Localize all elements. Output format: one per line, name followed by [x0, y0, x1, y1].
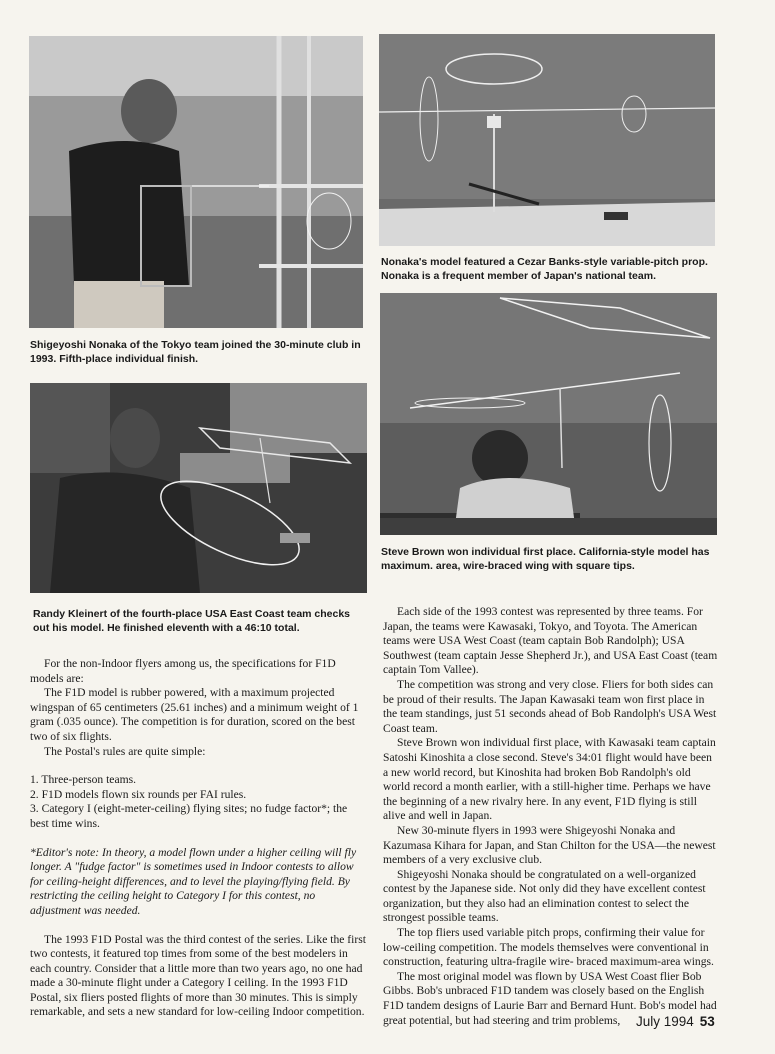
spacer: [30, 832, 368, 846]
paragraph-postal-history: The 1993 F1D Postal was the third contest of the series. Like the first two contests, it featured top times from some of the best modelers in each country. Consider that a little more than two years ago, no one had made a 30-minute flight under a Category I ceiling. In the 1993 F1D Postal, six fliers posted flights of more than 30 minutes. This is simply remarkable, and sets a new standard for low-ceiling Indoor competition.: [30, 932, 366, 1019]
paragraph-steve-brown: Steve Brown won individual first place, with Kawasaki team captain Satoshi Kinoshita a close second. Steve's 34:01 flight would have been a new world record, but Kinoshita had broken Bob Randolph's old world record a month earlier, with a still-higher time. Perhaps we have the beginning of a new rivalry here. In any event, F1D flying is still alive and well in Japan.: [383, 736, 716, 823]
paragraph-original-model: The most original model was flown by USA West Coast flier Bob Gibbs. Bob's unbraced F1D tandem was closely based on the English F1D tandem designs of Laurie Barr and Bernard Hunt. Bob's model had great potential, but had steering and trim problems,: [383, 969, 717, 1027]
left-text-column: [30, 657, 368, 1020]
photo-nonaka-standing: [29, 36, 363, 328]
paragraph-postal-rules: The Postal's rules are quite simple:: [44, 744, 206, 758]
page-number: 53: [699, 1014, 715, 1029]
paragraph-teams: Each side of the 1993 contest was represented by three teams. For Japan, the teams were Kawasaki, Tokyo, and Toyota. The American teams were USA West Coast (team captain Bob Randolph); USA Southwest (team captain Jesse Shepherd Jr.), and USA East Coast (team captain Tom Vallee).: [383, 605, 718, 677]
list-item: 3. Category I (eight-meter-ceiling) flying sites; no fudge factor*; the best time wins.: [30, 802, 348, 830]
caption-kleinert: Randy Kleinert of the fourth-place USA East Coast team checks out his model. He finished eleventh with a 46:10 total.: [33, 608, 351, 634]
paragraph-competition: The competition was strong and very close. Fliers for both sides can be proud of their results. The Japan Kawasaki team won first place in the team standings, just 51 seconds ahead of Bob Randolph's USA West Coast team.: [383, 677, 717, 735]
paragraph-new-flyers: New 30-minute flyers in 1993 were Shigeyoshi Nonaka and Kazumasa Kihara for Japan, and Stan Chilton for the USA—the newest members of a very exclusive club.: [383, 823, 716, 867]
paragraph-organization: Shigeyoshi Nonaka should be congratulated on a well-organized contest by the Japanese side. Not only did they have excellent contest organization, but they also had an elimination contest to select the strongest possible teams.: [383, 867, 706, 925]
caption-steve-brown: Steve Brown won individual first place. California-style model has maximum. area, wire-braced wing with square tips.: [381, 546, 710, 572]
right-text-column: [383, 605, 719, 1028]
photo-nonaka-model: [379, 34, 715, 246]
page-footer: [636, 1014, 715, 1029]
list-item: 2. F1D models flown six rounds per FAI rules.: [30, 787, 247, 801]
list-item: 1. Three-person teams.: [30, 773, 137, 787]
issue-date: July 1994: [636, 1014, 694, 1029]
paragraph-variable-pitch: The top fliers used variable pitch props, confirming their value for low-ceiling competition. The models themselves were conventional in construction, featuring ultra-fragile wire- braced maximum-area wings.: [383, 926, 714, 969]
paragraph-specs-intro: For the non-Indoor flyers among us, the specifications for F1D models are:: [30, 657, 336, 685]
paragraph-f1d-specs: The F1D model is rubber powered, with a maximum projected wingspan of 65 centimeters (25.61 inches) and a minimum weight of 1 gram (.035 ounce). The competition is for duration, scored on the best two of six flights.: [30, 686, 359, 743]
caption-nonaka-model: Nonaka's model featured a Cezar Banks-style variable-pitch prop. Nonaka is a frequent member of Japan's national team.: [381, 256, 708, 282]
photo-steve-brown: [380, 293, 717, 535]
spacer: [30, 919, 368, 933]
rules-list: [30, 773, 368, 831]
caption-nonaka-person: Shigeyoshi Nonaka of the Tokyo team joined the 30-minute club in 1993. Fifth-place individual finish.: [30, 339, 361, 365]
editors-note: *Editor's note: In theory, a model flown under a higher ceiling will fly longer. A "fudge factor" is sometimes used in Indoor contests to allow for ceiling-height differences, and to level the playing/flying field. By restricting the ceiling height to Category I for this contest, no adjustment was needed.: [30, 845, 357, 917]
spacer: [30, 759, 368, 773]
photo-kleinert: [30, 383, 367, 593]
